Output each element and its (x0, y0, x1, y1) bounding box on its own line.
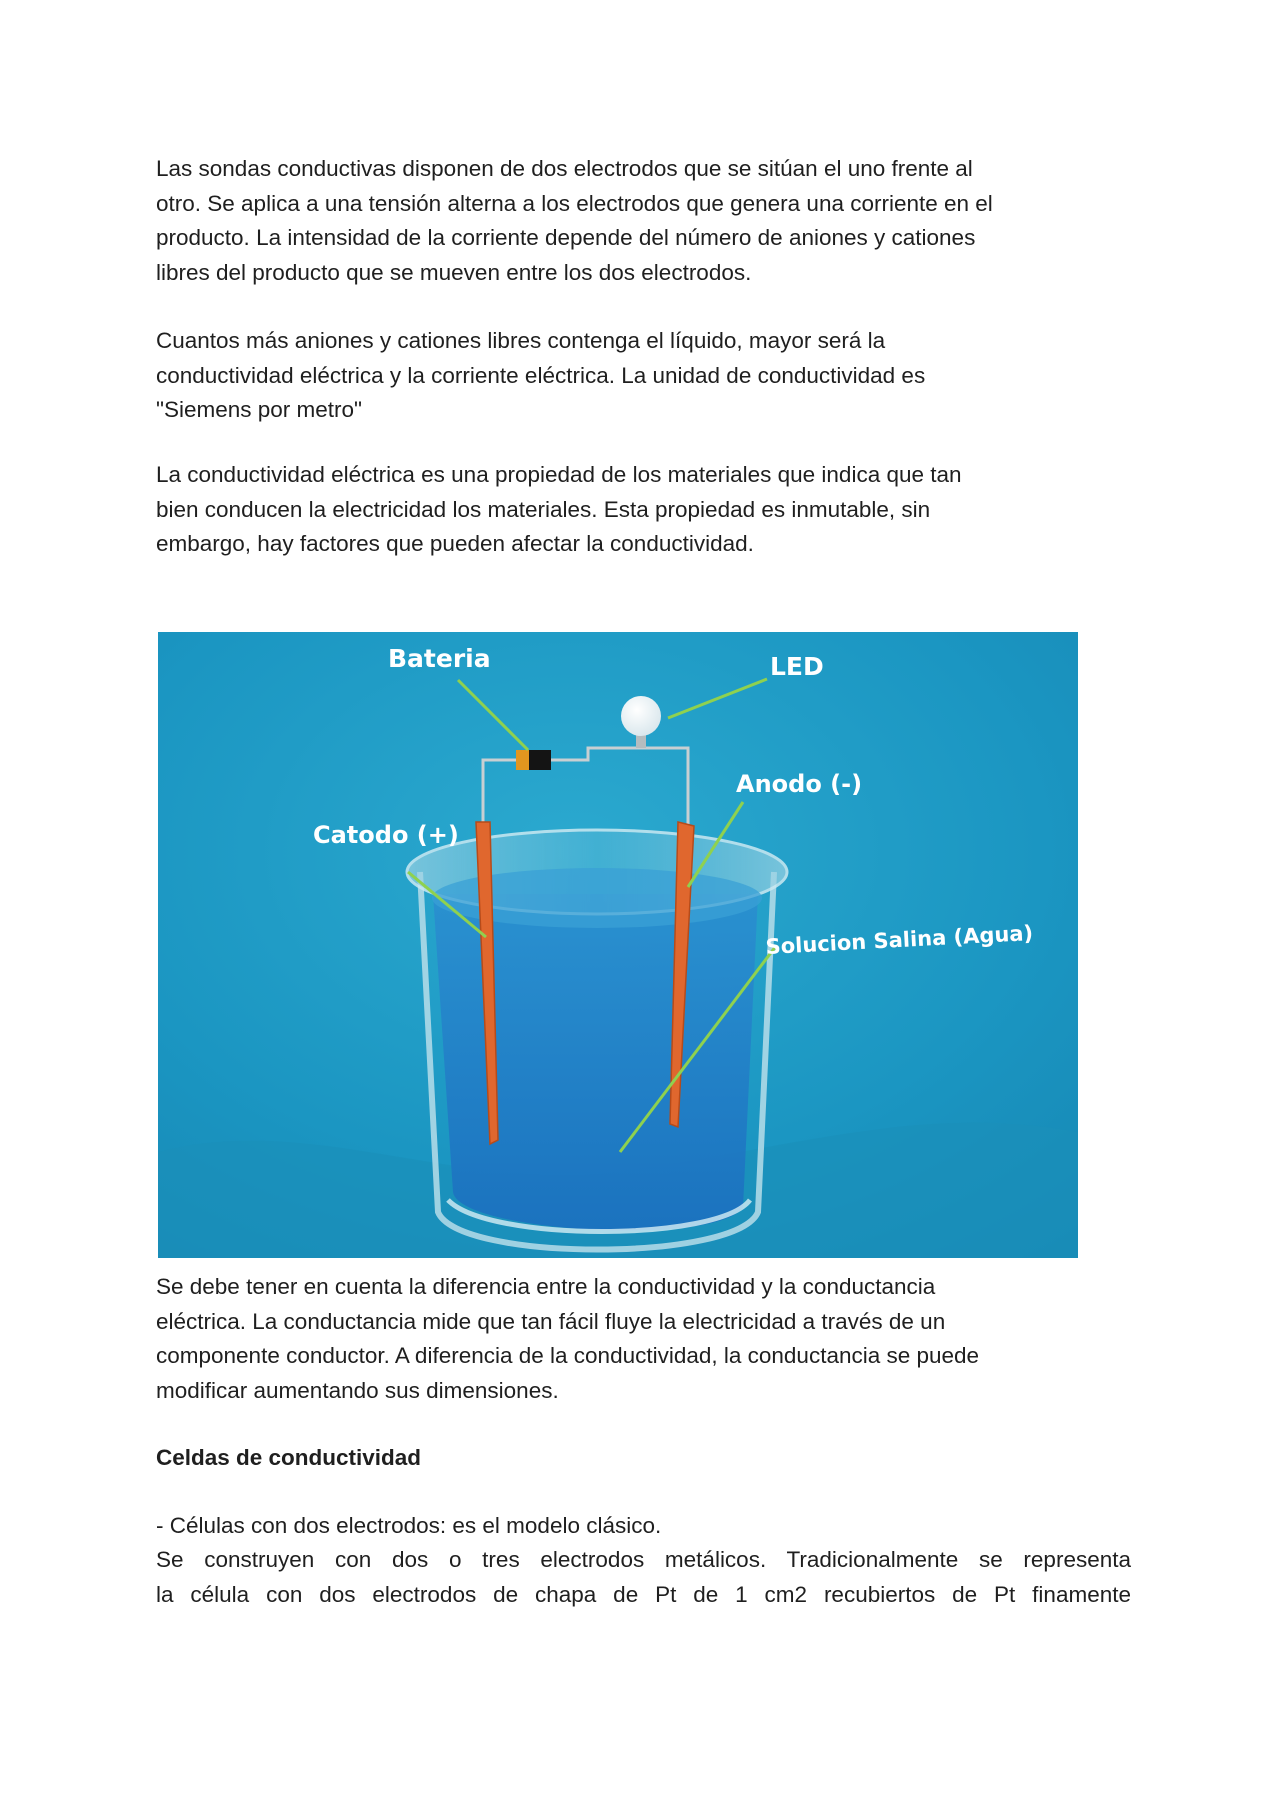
text-line: "Siemens por metro" (156, 397, 363, 422)
text-line: bien conducen la electricidad los materiales. Esta propiedad es inmutable, sin (156, 496, 931, 522)
text-line: - Células con dos electrodos: es el modelo clásico. (156, 1513, 662, 1538)
text-line: Cuantos más aniones y cationes libres contenga el líquido, mayor será la (156, 328, 886, 353)
label-battery: Bateria (388, 644, 491, 673)
text-line: Se debe tener en cuenta la diferencia entre la conductividad y la conductancia (156, 1274, 936, 1299)
text-line: componente conductor. A diferencia de la conductividad, la conductancia se puede (156, 1343, 980, 1368)
label-anode: Anodo (-) (736, 770, 863, 798)
paragraph-cell-construction (156, 1543, 1136, 1612)
text-line: Se construyen con dos o tres electrodos metálicos. Tradicionalmente se representa (156, 1547, 1131, 1572)
beaker (407, 830, 787, 1250)
paragraph-conductance (156, 1270, 1136, 1408)
text-line: Las sondas conductivas disponen de dos electrodos que se sitúan el uno frente al (156, 156, 973, 181)
label-cathode: Catodo (+) (313, 821, 459, 849)
text-line: otro. Se aplica a una tensión alterna a los electrodos que genera una corriente en el (156, 190, 993, 216)
paragraph-conductivity-property (156, 458, 1136, 562)
list-item-two-electrode-cells (156, 1509, 1136, 1544)
label-led: LED (770, 652, 824, 681)
section-heading: Celdas de conductividad (156, 1445, 422, 1470)
paragraph-ions (156, 324, 1136, 428)
conductivity-cell-illustration (158, 632, 1078, 1258)
paragraph-conductive-probes (156, 152, 1136, 290)
label-solution: Solucion Salina (Agua) (765, 921, 1034, 959)
text-line: producto. La intensidad de la corriente depende del número de aniones y cationes (156, 225, 976, 250)
conductivity-cell-figure (158, 632, 1078, 1258)
text-line: eléctrica. La conductancia mide que tan fácil fluye la electricidad a través de un (156, 1308, 946, 1334)
text-line: la célula con dos electrodos de chapa de Pt de 1 cm2 recubiertos de Pt finamente (156, 1581, 1131, 1607)
battery-icon (516, 750, 551, 770)
text-line: conductividad eléctrica y la corriente eléctrica. La unidad de conductividad es (156, 362, 926, 388)
text-line: libres del producto que se mueven entre los dos electrodos. (156, 259, 752, 285)
text-line: embargo, hay factores que pueden afectar la conductividad. (156, 531, 754, 556)
text-line: La conductividad eléctrica es una propiedad de los materiales que indica que tan (156, 462, 962, 487)
text-line: modificar aumentando sus dimensiones. (156, 1377, 559, 1403)
